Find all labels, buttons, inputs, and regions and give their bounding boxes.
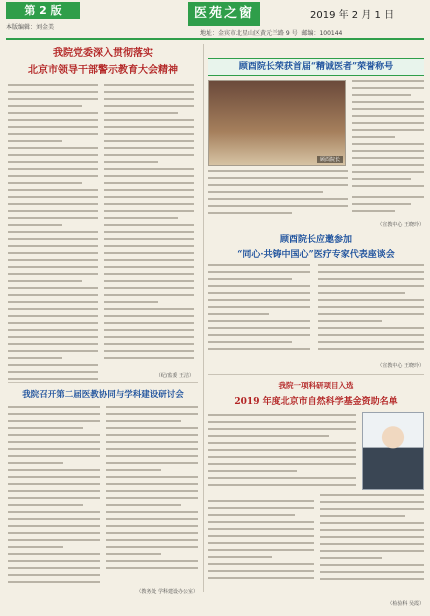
article-5-body-col-3 xyxy=(320,494,424,592)
address: 地址：金宾市北星山区黄元兰路 9 号 xyxy=(200,30,298,37)
address-line xyxy=(200,28,342,37)
article-4-headline: 我院召开第二届医教协同与学科建设研讨会 xyxy=(22,390,184,400)
article-3-headline: 顾酉院长应邀参加 xyxy=(279,235,352,245)
article-5-kicker: 我院一项科研项目入选 xyxy=(278,381,354,390)
article-1-body-col-1 xyxy=(8,84,98,384)
article-5 xyxy=(208,380,424,407)
header-rule xyxy=(6,38,424,40)
article-2-body-side xyxy=(352,80,424,192)
article-3 xyxy=(208,232,424,260)
article-1 xyxy=(8,44,198,76)
issue-date: 2019 年 2 月 1 日 xyxy=(310,10,395,21)
article-5-body-col-2 xyxy=(208,500,314,592)
article-5-headline: 2019 年度北京市自然科学基金资助名单 xyxy=(234,397,398,407)
article-1-headline-2: 北京市领导干部警示教育大会精神 xyxy=(28,65,178,76)
article-2-banner xyxy=(208,58,424,76)
article-2-credit: （宣教中心 王晓玲） xyxy=(377,222,424,228)
article-4-body-col-1 xyxy=(8,406,100,594)
article-1-headline: 我院党委深入贯彻落实 xyxy=(53,48,153,59)
editor-line: 本版编辑：刘金美 xyxy=(6,24,55,31)
section-logo: 医苑之窗 xyxy=(188,2,260,26)
edition-badge: 第 2 版 xyxy=(6,2,80,19)
researcher-portrait xyxy=(362,412,424,490)
article-4-credit: （教务处 学科建设办公室） xyxy=(136,589,198,595)
article-2-headline: 顾酉院长荣获首届“精诚医者”荣誉称号 xyxy=(238,62,394,72)
article-3-body-col-2 xyxy=(318,264,424,360)
article-2-body-col-2 xyxy=(352,196,424,220)
award-photo-caption: 顾酉院长 xyxy=(317,156,343,163)
article-5-body-col-1 xyxy=(208,414,356,498)
article-5-credit: （检验科 吴霞） xyxy=(387,601,424,607)
award-photo xyxy=(208,80,346,166)
article-5-rule xyxy=(208,374,424,375)
article-3-body-col-1 xyxy=(208,264,310,360)
article-4-body-col-2 xyxy=(106,406,198,584)
article-3-credit: （宣教中心 王晓玲） xyxy=(377,363,424,369)
article-4-rule xyxy=(8,382,198,383)
article-2-body-col-1 xyxy=(208,170,348,220)
article-1-credit: （纪/监委 王洁） xyxy=(155,373,194,379)
postcode: 邮编：100144 xyxy=(301,30,343,37)
article-1-body-col-2 xyxy=(104,84,194,370)
column-divider xyxy=(203,44,204,592)
article-3-headline-2: “同心·共铸中国心”医疗专家代表座谈会 xyxy=(237,250,395,260)
